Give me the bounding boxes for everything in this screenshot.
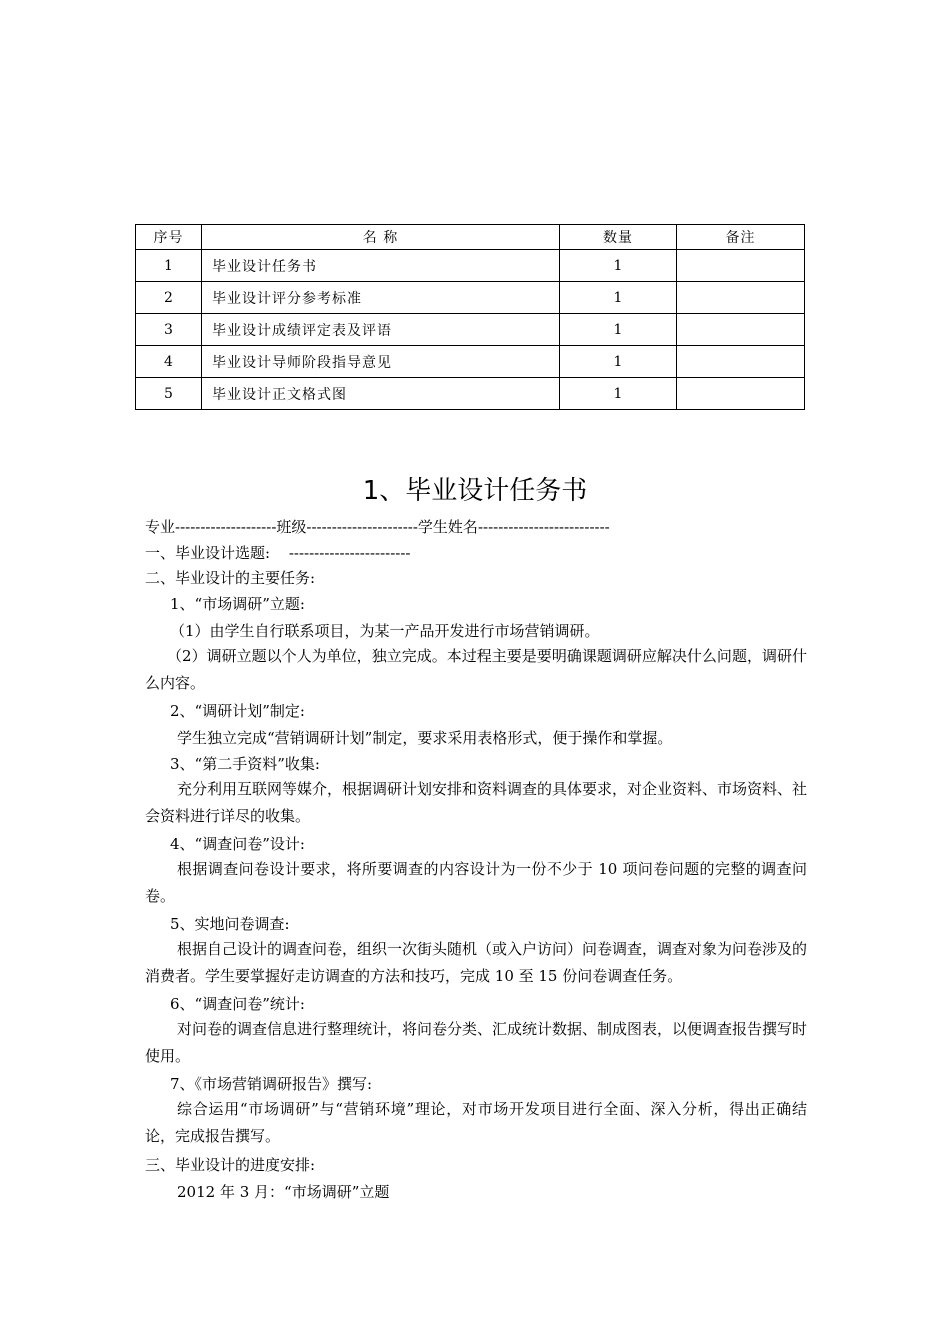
class-label: 班级 [276,518,307,536]
section-1-line [145,542,807,563]
item-7-heading: 7、《市场营销调研报告》撰写: [170,1075,373,1093]
row-qty: 1 [560,250,677,282]
table-row [136,314,805,346]
topic-blank: ------------------------ [288,544,411,562]
major-blank: -------------------- [175,518,277,536]
row-note [677,282,805,314]
row-qty: 1 [560,282,677,314]
item-5-paragraph: 根据自己设计的调查问卷，组织一次街头随机（或入户访问）问卷调查，调查对象为问卷涉及的消费者。学生要掌握好走访调查的方法和技巧，完成 10 至 15 份问卷调查任务。 [145,940,808,985]
table-row [136,282,805,314]
row-qty: 1 [560,378,677,410]
table-row [136,378,805,410]
document-list-table [135,224,805,410]
row-no: 3 [136,314,202,346]
row-qty: 1 [560,314,677,346]
row-name: 毕业设计导师阶段指导意见 [202,346,560,378]
row-name: 毕业设计成绩评定表及评语 [202,314,560,346]
header-qty: 数量 [560,225,677,250]
section-1-heading: 一、毕业设计选题: [145,544,271,562]
section-2-heading: 二、毕业设计的主要任务: [145,569,316,587]
header-no: 序号 [136,225,202,250]
header-note: 备注 [677,225,805,250]
item-2-heading: 2、“调研计划”制定: [170,702,305,720]
row-note [677,378,805,410]
item-1-paragraph-1: （1）由学生自行联系项目，为某一产品开发进行市场营销调研。 [170,622,600,640]
schedule-item-1: 2012 年 3 月：“市场调研”立题 [177,1183,390,1201]
item-3-heading: 3、“第二手资料”收集: [170,755,320,773]
row-no: 1 [136,250,202,282]
student-name-label: 学生姓名 [417,518,478,536]
row-no: 4 [136,346,202,378]
row-name: 毕业设计任务书 [202,250,560,282]
class-blank: ---------------------- [306,518,418,536]
row-name: 毕业设计正文格式图 [202,378,560,410]
document-title: 1、毕业设计任务书 [362,476,588,506]
item-3-paragraph: 充分利用互联网等媒介，根据调研计划安排和资料调查的具体要求，对企业资料、市场资料、社会资料进行详尽的收集。 [145,780,808,825]
major-label: 专业 [145,518,176,536]
table-header-row [136,225,805,250]
row-note [677,250,805,282]
row-no: 2 [136,282,202,314]
item-6-paragraph: 对问卷的调查信息进行整理统计，将问卷分类、汇成统计数据、制成图表，以便调查报告撰写时使用。 [145,1020,808,1065]
row-no: 5 [136,378,202,410]
item-1-heading: 1、“市场调研”立题: [170,595,305,613]
item-1-paragraph-2: （2）调研立题以个人为单位，独立完成。本过程主要是要明确课题调研应解决什么问题，调研什么内容。 [145,647,807,692]
item-6-heading: 6、“调查问卷”统计: [170,995,305,1013]
table-row [136,250,805,282]
section-3-heading: 三、毕业设计的进度安排: [145,1156,316,1174]
header-name: 名 称 [202,225,560,250]
item-4-paragraph: 根据调查问卷设计要求，将所要调查的内容设计为一份不少于 10 项问卷问题的完整的调查问卷。 [145,860,807,905]
student-name-blank: -------------------------- [477,518,610,536]
row-qty: 1 [560,346,677,378]
table-row [136,346,805,378]
row-note [677,314,805,346]
item-4-heading: 4、“调查问卷”设计: [170,835,305,853]
item-2-paragraph: 学生独立完成“营销调研计划”制定，要求采用表格形式，便于操作和掌握。 [177,729,673,747]
row-note [677,346,805,378]
item-7-paragraph: 综合运用“市场调研”与“营销环境”理论，对市场开发项目进行全面、深入分析，得出正确结论，完成报告撰写。 [145,1100,807,1145]
item-5-heading: 5、实地问卷调查: [170,915,290,933]
student-info-line [145,516,807,537]
row-name: 毕业设计评分参考标准 [202,282,560,314]
